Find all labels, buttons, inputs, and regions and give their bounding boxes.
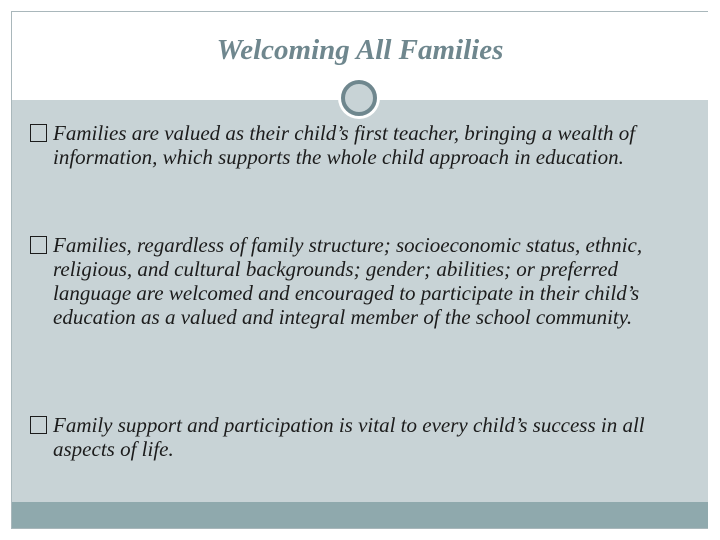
content-area	[12, 100, 708, 502]
circle-ornament-icon	[341, 80, 377, 116]
bullet-text: Family support and participation is vital to every child’s success in all aspects of life.	[53, 413, 645, 461]
bottom-band	[12, 502, 708, 528]
bullet-text: Families are valued as their child’s first teacher, bringing a wealth of information, which supports the whole child approach in education.	[53, 121, 636, 169]
bullet-text: Families, regardless of family structure; socioeconomic status, ethnic, religious, and cultural backgrounds; gender; abilities; or preferred language are welcomed and encouraged to participate in their child’s education as a valued and integral member of the school community.	[53, 233, 643, 329]
slide-title: Welcoming All Families	[216, 34, 504, 66]
